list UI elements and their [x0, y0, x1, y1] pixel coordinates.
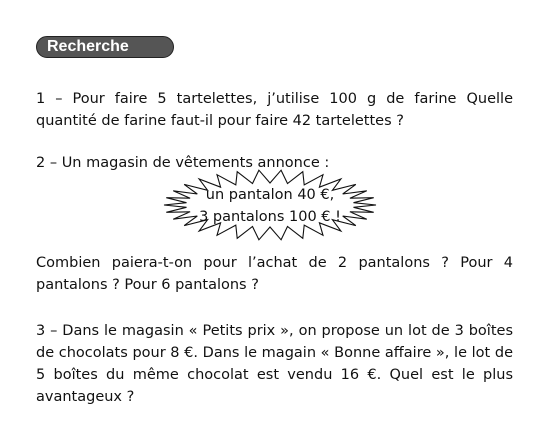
problem-2-question-line-2: pantalons ? Pour 6 pantalons ?	[36, 277, 259, 293]
problem-3-line-1: 3 – Dans le magasin « Petits prix », on propose un lot de 3 boîtes	[36, 323, 513, 339]
offer-text	[160, 184, 380, 228]
problem-2-intro-line: 2 – Un magasin de vêtements annonce :	[36, 155, 330, 171]
problem-3	[36, 320, 513, 408]
problem-1	[36, 88, 513, 132]
offer-line-2: 3 pantalons 100 € !	[199, 209, 341, 225]
problem-3-line-4: avantageux ?	[36, 389, 135, 405]
problem-2-question	[36, 252, 513, 296]
problem-3-line-2: de chocolats pour 8 €. Dans le magain « Bonne affaire », le lot de	[36, 345, 513, 361]
problem-3-line-3: 5 boîtes du même chocolat est vendu 16 €. Quel est le plus	[36, 367, 513, 383]
problem-1-line-1: 1 – Pour faire 5 tartelettes, j’utilise 100 g de farine Quelle	[36, 91, 513, 107]
offer-line-1: un pantalon 40 €,	[205, 187, 335, 203]
problem-1-line-2: quantité de farine faut-il pour faire 42 tartelettes ?	[36, 113, 404, 129]
section-badge: Recherche	[36, 36, 174, 58]
problem-2-question-line-1: Combien paiera-t-on pour l’achat de 2 pantalons ? Pour 4	[36, 255, 513, 271]
